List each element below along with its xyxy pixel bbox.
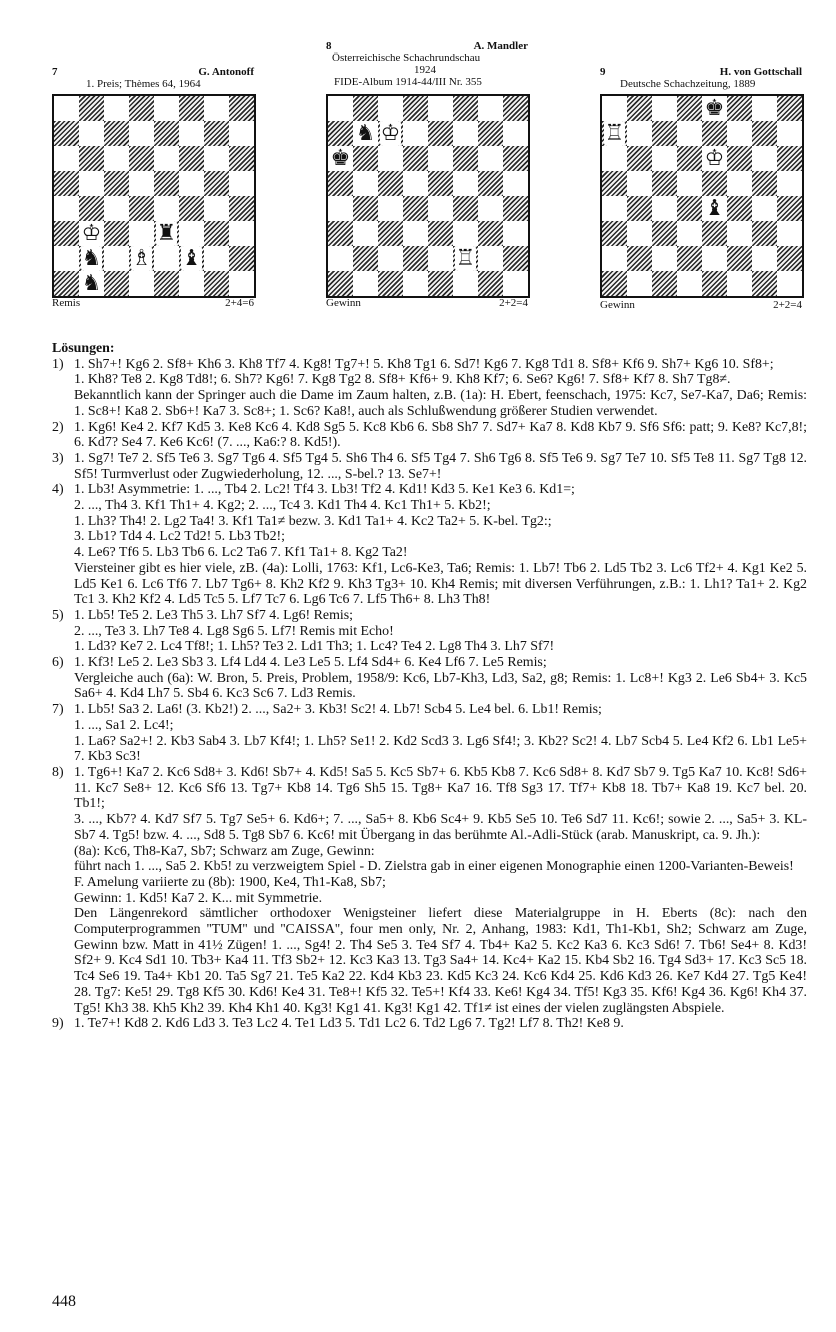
solution-paragraph: 4. Le6? Tf6 5. Lb3 Tb6 6. Lc2 Ta6 7. Kf1 Ta1+ 8. Kg2 Ta2! — [74, 545, 408, 561]
white-rook-icon — [453, 246, 478, 271]
board-square — [378, 196, 403, 221]
solution-entry — [52, 765, 807, 1016]
piece-glyph: ♝ — [704, 196, 725, 221]
board-square — [752, 146, 777, 171]
board-square — [627, 96, 652, 121]
board-square — [752, 271, 777, 296]
board-square — [204, 271, 229, 296]
diagram-number: 8 — [326, 40, 332, 52]
diagram-material: 2+2=4 — [499, 297, 528, 309]
board-square — [378, 171, 403, 196]
diagram-material: 2+4=6 — [225, 297, 254, 309]
solution-paragraph: 2. ..., Te3 3. Lh7 Te8 4. Lg8 Sg6 5. Lf7! Remis mit Echo! — [74, 623, 394, 639]
black-knight-icon — [353, 121, 378, 146]
black-bishop-icon — [179, 246, 204, 271]
solution-number: 4) — [52, 482, 64, 498]
piece-glyph: ♞ — [355, 121, 376, 146]
piece-glyph: ♚ — [330, 146, 351, 171]
board-square — [229, 196, 254, 221]
board-square — [652, 246, 677, 271]
diagram-number: 7 — [52, 66, 58, 78]
board-square — [104, 271, 129, 296]
board-square — [179, 196, 204, 221]
board-square — [652, 121, 677, 146]
board-square — [602, 271, 627, 296]
solutions-section — [52, 341, 807, 1032]
board-square — [54, 246, 79, 271]
board-square — [652, 146, 677, 171]
diagram-source: 1924 — [414, 64, 436, 76]
solution-number: 1) — [52, 356, 64, 372]
board-square — [353, 196, 378, 221]
board-square — [602, 146, 627, 171]
board-square — [104, 171, 129, 196]
board-square — [777, 221, 802, 246]
board-square — [229, 271, 254, 296]
board-square — [652, 171, 677, 196]
piece-glyph: ♗ — [131, 246, 152, 271]
board-square — [154, 121, 179, 146]
solution-entry — [52, 702, 807, 765]
solution-number: 5) — [52, 607, 64, 623]
solution-paragraph: 1. Tg6+! Ka7 2. Kc6 Sd8+ 3. Kd6! Sb7+ 4. Kd5! Sa5 5. Kc5 Sb7+ 6. Kb5 Kb8 7. Kc6 Sd8+ 8. Kd7 Sb7 9. Tg5 Ka7 10. Kc8! Sd6+ 11. Kc7 Se8+ 12. Kc6 Sf6 13. Tg7+ Kb8 14. Tg6 Sh5 15. Tg8+ Ka7 16. Tf8 Sg3 17. Tf7+ Kb8 18. Tb7+ Ka8 19. Kc7 bel. 20. Tb1!; — [74, 764, 807, 812]
solution-number: 8) — [52, 764, 64, 780]
black-knight-icon — [79, 271, 104, 296]
board-square — [478, 196, 503, 221]
black-rook-icon — [154, 221, 179, 246]
diagram-7 — [52, 66, 262, 316]
board-square — [453, 96, 478, 121]
diagram-9 — [600, 66, 810, 316]
black-knight-icon — [79, 246, 104, 271]
board-square — [453, 121, 478, 146]
solution-paragraph: Viersteiner gibt es hier viele, zB. (4a): Lolli, 1763: Kf1, Lc6-Ke3, Ta6; Remis: 1. Lb7! Tb6 2. Ld5 Tb2 3. Lc6 Tf2+ 4. Kg1 Ke2 5. Ld5 Ke1 6. Lc6 Tf6 7. Lb7 Tg6+ 8. Kh2 Kf2 9. Kh3 Tg3+ 10. Kh4 Remis; mit diversen Verführungen, z.B.: 1. Lh1? Ta1+ 2. Kg2 Tc1 3. Kh2 Kf2 4. Ld5 Tc5 5. Lf7 Tc7 6. Lg6 Tc6 7. Lf5 Th6+ 8. Lh3 Th8! — [74, 560, 807, 608]
solution-paragraph: 1. Lh3? Th4! 2. Lg2 Ta4! 3. Kf1 Ta1≠ bezw. 3. Kd1 Ta1+ 4. Kc2 Ta2+ 5. K-bel. Tg2:; — [74, 513, 552, 529]
solution-number: 7) — [52, 702, 64, 718]
board-square — [752, 246, 777, 271]
solution-number: 2) — [52, 419, 64, 435]
board-square — [777, 96, 802, 121]
board-square — [129, 196, 154, 221]
piece-glyph: ♜ — [156, 221, 177, 246]
board-square — [478, 121, 503, 146]
board-square — [503, 246, 528, 271]
board-square — [204, 196, 229, 221]
board-square — [403, 146, 428, 171]
board-square — [428, 171, 453, 196]
board-square — [79, 196, 104, 221]
board-square — [602, 171, 627, 196]
solution-paragraph: 1. Kf3! Le5 2. Le3 Sb3 3. Lf4 Ld4 4. Le3 Le5 5. Lf4 Sd4+ 6. Ke4 Lf6 7. Le5 Remis; — [74, 655, 547, 671]
diagram-composer: H. von Gottschall — [719, 66, 802, 78]
board-square — [353, 171, 378, 196]
solutions-list — [52, 357, 807, 1032]
white-bishop-icon — [129, 246, 154, 271]
board-square — [752, 221, 777, 246]
board-square — [378, 146, 403, 171]
board-square — [104, 221, 129, 246]
board-square — [79, 96, 104, 121]
page-number: 448 — [52, 1293, 76, 1310]
board-square — [104, 246, 129, 271]
board-square — [328, 121, 353, 146]
board-square — [503, 121, 528, 146]
board-square — [453, 196, 478, 221]
black-king-icon — [702, 96, 727, 121]
board-square — [353, 146, 378, 171]
board-square — [428, 121, 453, 146]
board-square — [727, 221, 752, 246]
board-square — [328, 246, 353, 271]
board-square — [627, 196, 652, 221]
solution-paragraph: 1. Lb5! Sa3 2. La6! (3. Kb2!) 2. ..., Sa2+ 3. Kb3! Sc2! 4. Lb7! Scb4 5. Le4 bel. 6. Lb1! Remis; — [74, 702, 602, 718]
board-square — [129, 221, 154, 246]
piece-glyph: ♚ — [704, 96, 725, 121]
board-square — [79, 146, 104, 171]
board-square — [752, 171, 777, 196]
board-square — [677, 246, 702, 271]
board-square — [777, 271, 802, 296]
board-square — [54, 196, 79, 221]
board-square — [727, 171, 752, 196]
solution-paragraph: 1. Te7+! Kd8 2. Kd6 Ld3 3. Te3 Lc2 4. Te1 Ld3 5. Td1 Lc2 6. Td2 Lg6 7. Tg2! Lf7 8. Th2! Ke8 9. — [74, 1016, 624, 1032]
solution-entry — [52, 420, 807, 451]
board-square — [428, 271, 453, 296]
board-square — [129, 96, 154, 121]
solution-paragraph: Bekanntlich kann der Springer auch die Dame im Zaum halten, z.B. (1a): H. Ebert, feenschach, 1975: Kc7, Se7-Ka7, Da6; Remis: 1. Sc8+! Ka8 2. Sb6+! Ka7 3. Sc8+; 1. Sc6? Ka8!, auch als Schlußwendung größerer Studien verwendet. — [74, 388, 807, 419]
piece-glyph: ♝ — [181, 246, 202, 271]
board-square — [428, 96, 453, 121]
board-square — [229, 96, 254, 121]
diagram-result: Remis — [52, 297, 81, 309]
board-square — [503, 171, 528, 196]
board-square — [154, 171, 179, 196]
board-square — [179, 221, 204, 246]
board-square — [652, 96, 677, 121]
diagram-result: Gewinn — [600, 299, 635, 311]
board-square — [627, 146, 652, 171]
white-rook-icon — [602, 121, 627, 146]
board-square — [503, 146, 528, 171]
board-square — [104, 196, 129, 221]
board-square — [702, 246, 727, 271]
white-king-icon — [79, 221, 104, 246]
solution-paragraph: 1. La6? Sa2+! 2. Kb3 Sab4 3. Lb7 Kf4!; 1. Lh5? Se1! 2. Kd2 Scd3 3. Lg6 Sf4!; 3. Kb2? Sc2! 4. Lb7 Scb4 5. Le4 Kf2 6. Lb1 Le5+ 7. Kb3 Sc3! — [74, 733, 807, 765]
board-square — [677, 146, 702, 171]
black-king-icon — [328, 146, 353, 171]
board-square — [453, 221, 478, 246]
board-square — [428, 196, 453, 221]
diagram-source: FIDE-Album 1914-44/III Nr. 355 — [334, 76, 482, 88]
board-square — [129, 171, 154, 196]
board-square — [627, 221, 652, 246]
solution-entry — [52, 357, 807, 420]
board-square — [702, 271, 727, 296]
board-square — [453, 171, 478, 196]
board-square — [403, 196, 428, 221]
diagram-composer: A. Mandler — [473, 40, 528, 52]
white-king-icon — [702, 146, 727, 171]
solution-entry — [52, 655, 807, 702]
board-square — [353, 96, 378, 121]
board-square — [204, 246, 229, 271]
solution-number: 3) — [52, 450, 64, 466]
solution-paragraph: 1. Kh8? Te8 2. Kg8 Td8!; 6. Sh7? Kg6! 7. Kg8 Tg2 8. Sf8+ Kf6+ 9. Kh8 Kf7; 6. Se6? Kg6! 7. Sf8+ Kf7 8. Sh7 Tg8≠. — [74, 372, 731, 388]
board-square — [353, 271, 378, 296]
solution-number: 6) — [52, 655, 64, 671]
board-square — [428, 246, 453, 271]
board-square — [777, 146, 802, 171]
piece-glyph: ♞ — [81, 246, 102, 271]
board-square — [129, 271, 154, 296]
board-square — [677, 121, 702, 146]
board-square — [179, 171, 204, 196]
section-title: Lösungen: — [52, 341, 115, 356]
board-square — [727, 271, 752, 296]
solution-entry — [52, 1016, 807, 1032]
board-square — [129, 121, 154, 146]
board-square — [328, 271, 353, 296]
board-square — [478, 171, 503, 196]
solution-entry — [52, 451, 807, 482]
board-square — [179, 271, 204, 296]
board-square — [503, 96, 528, 121]
solution-paragraph: F. Amelung variierte zu (8b): 1900, Ke4, Th1-Ka8, Sb7; — [74, 874, 386, 890]
solution-paragraph: 1. Kg6! Ke4 2. Kf7 Kd5 3. Ke8 Kc6 4. Kd8 Sg5 5. Kc8 Kb6 6. Sb8 Sh7 7. Sd7+ Ka7 8. Kd8 Kb7 9. Sf6 Sf6: patt; 9. Ke8? Kc7,8!; 6. Kd7? Se4 7. Ke6 Kc6! (7. ..., Ka6:? 8. Kd5!). — [74, 419, 807, 451]
board-square — [328, 196, 353, 221]
board-square — [54, 96, 79, 121]
solution-paragraph: Gewinn: 1. Kd5! Ka7 2. K... mit Symmetrie. — [74, 890, 323, 906]
piece-glyph: ♔ — [704, 146, 725, 171]
board-square — [179, 96, 204, 121]
board-square — [478, 246, 503, 271]
board-square — [602, 96, 627, 121]
board-square — [503, 271, 528, 296]
diagram-source: 1. Preis; Thèmes 64, 1964 — [86, 78, 201, 90]
board-square — [652, 271, 677, 296]
diagram-composer: G. Antonoff — [198, 66, 254, 78]
board-square — [204, 121, 229, 146]
board-square — [229, 121, 254, 146]
board-square — [503, 221, 528, 246]
board-square — [453, 146, 478, 171]
board-square — [129, 146, 154, 171]
board-square — [702, 221, 727, 246]
board-square — [79, 121, 104, 146]
board-square — [727, 146, 752, 171]
white-king-icon — [378, 121, 403, 146]
board-square — [229, 246, 254, 271]
board-square — [328, 96, 353, 121]
board-square — [378, 96, 403, 121]
board-square — [627, 171, 652, 196]
board-square — [453, 271, 478, 296]
piece-glyph: ♖ — [604, 121, 625, 146]
board-square — [54, 271, 79, 296]
chessboard — [600, 94, 804, 298]
board-square — [54, 221, 79, 246]
board-square — [54, 121, 79, 146]
board-square — [403, 96, 428, 121]
board-square — [154, 196, 179, 221]
solution-number: 9) — [52, 1016, 64, 1032]
chessboard — [52, 94, 256, 298]
board-square — [353, 246, 378, 271]
board-square — [677, 171, 702, 196]
solution-paragraph: 1. Sh7+! Kg6 2. Sf8+ Kh6 3. Kh8 Tf7 4. Kg8! Tg7+! 5. Kh8 Tg1 6. Sd7! Kg6 7. Kg8 Td1 8. Sf8+ Kf6 9. Sh7+ Kg6 10. Sf8+; — [74, 356, 774, 372]
board-square — [752, 96, 777, 121]
board-square — [702, 171, 727, 196]
board-square — [677, 196, 702, 221]
piece-glyph: ♔ — [380, 121, 401, 146]
board-square — [777, 246, 802, 271]
solution-paragraph: Vergleiche auch (6a): W. Bron, 5. Preis, Problem, 1958/9: Kc6, Lb7-Kh3, Ld3, Sa2, g8; Remis: 1. Lc8+! Kg3 2. Le6 Sb4+ 3. Kc5 Sa6+ 4. Kd4 Lh7 5. Sb4 6. Kc3 Sc6 7. Ld3 Remis. — [74, 670, 807, 702]
board-square — [154, 96, 179, 121]
board-square — [229, 146, 254, 171]
board-square — [54, 146, 79, 171]
board-square — [403, 171, 428, 196]
board-square — [677, 271, 702, 296]
board-square — [104, 96, 129, 121]
board-square — [752, 121, 777, 146]
board-square — [777, 171, 802, 196]
solution-paragraph: 2. ..., Th4 3. Kf1 Th1+ 4. Kg2; 2. ..., Tc4 3. Kd1 Th4 4. Kc1 Th1+ 5. Kb2!; — [74, 498, 491, 514]
board-square — [727, 196, 752, 221]
board-square — [652, 221, 677, 246]
board-square — [154, 271, 179, 296]
board-square — [328, 171, 353, 196]
board-square — [403, 221, 428, 246]
board-square — [179, 146, 204, 171]
board-square — [478, 221, 503, 246]
board-square — [627, 246, 652, 271]
board-square — [104, 146, 129, 171]
board-square — [478, 146, 503, 171]
board-square — [154, 146, 179, 171]
board-square — [777, 121, 802, 146]
board-square — [702, 121, 727, 146]
board-square — [727, 96, 752, 121]
solution-paragraph: 3. ..., Kb7? 4. Kd7 Sf7 5. Tg7 Se5+ 6. Kd6+; 7. ..., Sa5+ 8. Kb6 Sc4+ 9. Kb5 Se5 10. Te6 Sd7 11. Kc6!; sowie 2. ..., Sa5+ 3. KL-Sb7 4. Tg5! bzw. 4. ..., Sd8 5. Tg8 Sb7 6. Kc6! mit Übergang in das berühmte Al.-Adli-Stück (arab. Manuskript, ca. 9. Jh.): — [74, 812, 807, 843]
board-square — [602, 196, 627, 221]
board-square — [154, 246, 179, 271]
piece-glyph: ♞ — [81, 271, 102, 296]
board-square — [727, 246, 752, 271]
board-square — [478, 96, 503, 121]
board-square — [602, 246, 627, 271]
chessboard — [326, 94, 530, 298]
board-square — [503, 196, 528, 221]
solution-entry — [52, 482, 807, 608]
piece-glyph: ♖ — [455, 246, 476, 271]
board-square — [677, 221, 702, 246]
board-square — [403, 271, 428, 296]
solution-paragraph: (8a): Kc6, Th8-Ka7, Sb7; Schwarz am Zuge, Gewinn: — [74, 843, 375, 859]
board-square — [378, 271, 403, 296]
board-square — [627, 121, 652, 146]
board-square — [752, 196, 777, 221]
board-square — [777, 196, 802, 221]
board-square — [229, 171, 254, 196]
board-square — [478, 271, 503, 296]
board-square — [204, 221, 229, 246]
solution-paragraph: 1. Ld3? Ke7 2. Lc4 Tf8!; 1. Lh5? Te3 2. Ld1 Th3; 1. Lc4? Te4 2. Lg8 Th4 3. Lh7 Sf7! — [74, 639, 555, 655]
board-square — [353, 221, 378, 246]
black-bishop-icon — [702, 196, 727, 221]
solution-paragraph: führt nach 1. ..., Sa5 2. Kb5! zu verzweigtem Spiel - D. Zielstra gab in einer eigenen Monographie einen 1200-Varianten-Beweis! — [74, 859, 794, 875]
diagram-number: 9 — [600, 66, 606, 78]
board-square — [328, 221, 353, 246]
solution-paragraph: 3. Lb1? Td4 4. Lc2 Td2! 5. Lb3 Tb2!; — [74, 529, 286, 545]
board-square — [204, 96, 229, 121]
diagram-source: Deutsche Schachzeitung, 1889 — [620, 78, 756, 90]
board-square — [204, 146, 229, 171]
board-square — [378, 246, 403, 271]
board-square — [627, 271, 652, 296]
board-square — [54, 171, 79, 196]
board-square — [428, 146, 453, 171]
board-square — [229, 221, 254, 246]
piece-glyph: ♔ — [81, 221, 102, 246]
board-square — [727, 121, 752, 146]
diagram-source: Österreichische Schachrundschau — [332, 52, 481, 64]
solution-paragraph: 1. Lb5! Te5 2. Le3 Th5 3. Lh7 Sf7 4. Lg6! Remis; — [74, 607, 353, 623]
board-square — [677, 96, 702, 121]
solution-paragraph: 1. Lb3! Asymmetrie: 1. ..., Tb4 2. Lc2! Tf4 3. Lb3! Tf2 4. Kd1! Kd3 5. Ke1 Ke3 6. Kd1=; — [74, 482, 575, 498]
board-square — [104, 121, 129, 146]
board-square — [652, 196, 677, 221]
board-square — [378, 221, 403, 246]
diagram-result: Gewinn — [326, 297, 361, 309]
board-square — [79, 171, 104, 196]
diagram-material: 2+2=4 — [773, 299, 802, 311]
solution-paragraph: 1. ..., Sa1 2. Lc4!; — [74, 717, 174, 733]
solution-paragraph: Den Längenrekord sämtlicher orthodoxer Wenigsteiner liefert diese Materialgruppe in H. Eberts (8c): nach den Computerprogrammen ''TUM'' und ''CAISSA'', four men only, Nr. 2, Anhang, 1983: Kd1, Th1-Kb1, Sh2; Schwarz am Zuge, Gewinn bzw. Matt in 41½ Zügen! 1. ..., Sg4! 2. Th4 Se5 3. Te4 Sf7 4. Tb4+ Ka2 5. Kc2 Ka3 6. Kc3 Sd6! 7. Tb6! Se4+ 8. Kd3! Sf2+ 9. Kc4 Sd1 10. Tb3+ Ka4 11. Tf3 Sb2+ 12. Kc3 Ka3 13. Tg3 Sa4+ 14. Kc4+ Ka2 15. Kb4 Sb2 16. Tg4 Sd3+ 17. Kc3 Sc5 18. Tc4 Se6 19. Ta4+ Kb1 20. Ta5 Sg7 21. Te5 Ka2 22. Kd4 Kb3 23. Kd5 Kc3 24. Kc6 Kd4 25. Kd6 Kd3 26. Ke7 Kd4 27. Tg5 Ke4! 28. Tg7: Ke5! 29. Tg8 Kf5 30. Kd6! Ke4 31. Te8+! Kf5 32. Te5+! Kf4 33. Ke6! Kg4 34. Tf5! Kg3 35. Kf6! Kg4 36. Kg6! Kh4 37. Tg5! Kh3 38. Kh5 Kh2 39. Kh4 Kh1 40. Kg3! Kg1 41. Kg3! Kg1 42. Tf1≠ ist eines der vielen zuglängsten Abspiele. — [74, 906, 807, 1016]
solution-paragraph: 1. Sg7! Te7 2. Sf5 Te6 3. Sg7 Tg6 4. Sf5 Tg4 5. Sh6 Th4 6. Sf5 Tg4 7. Sh6 Tg6 8. Sf5 Te6 9. Sg7 Te7 10. Sf5 Te8 11. Sg7 Tg8 12. Sf5! Turmverlust oder Zugwiederholung, 12. ..., S-bel.? 13. Se7+! — [74, 450, 807, 482]
board-square — [428, 221, 453, 246]
board-square — [403, 121, 428, 146]
solution-entry — [52, 608, 807, 655]
board-square — [204, 171, 229, 196]
board-square — [403, 246, 428, 271]
board-square — [602, 221, 627, 246]
board-square — [179, 121, 204, 146]
diagram-8 — [326, 40, 536, 316]
